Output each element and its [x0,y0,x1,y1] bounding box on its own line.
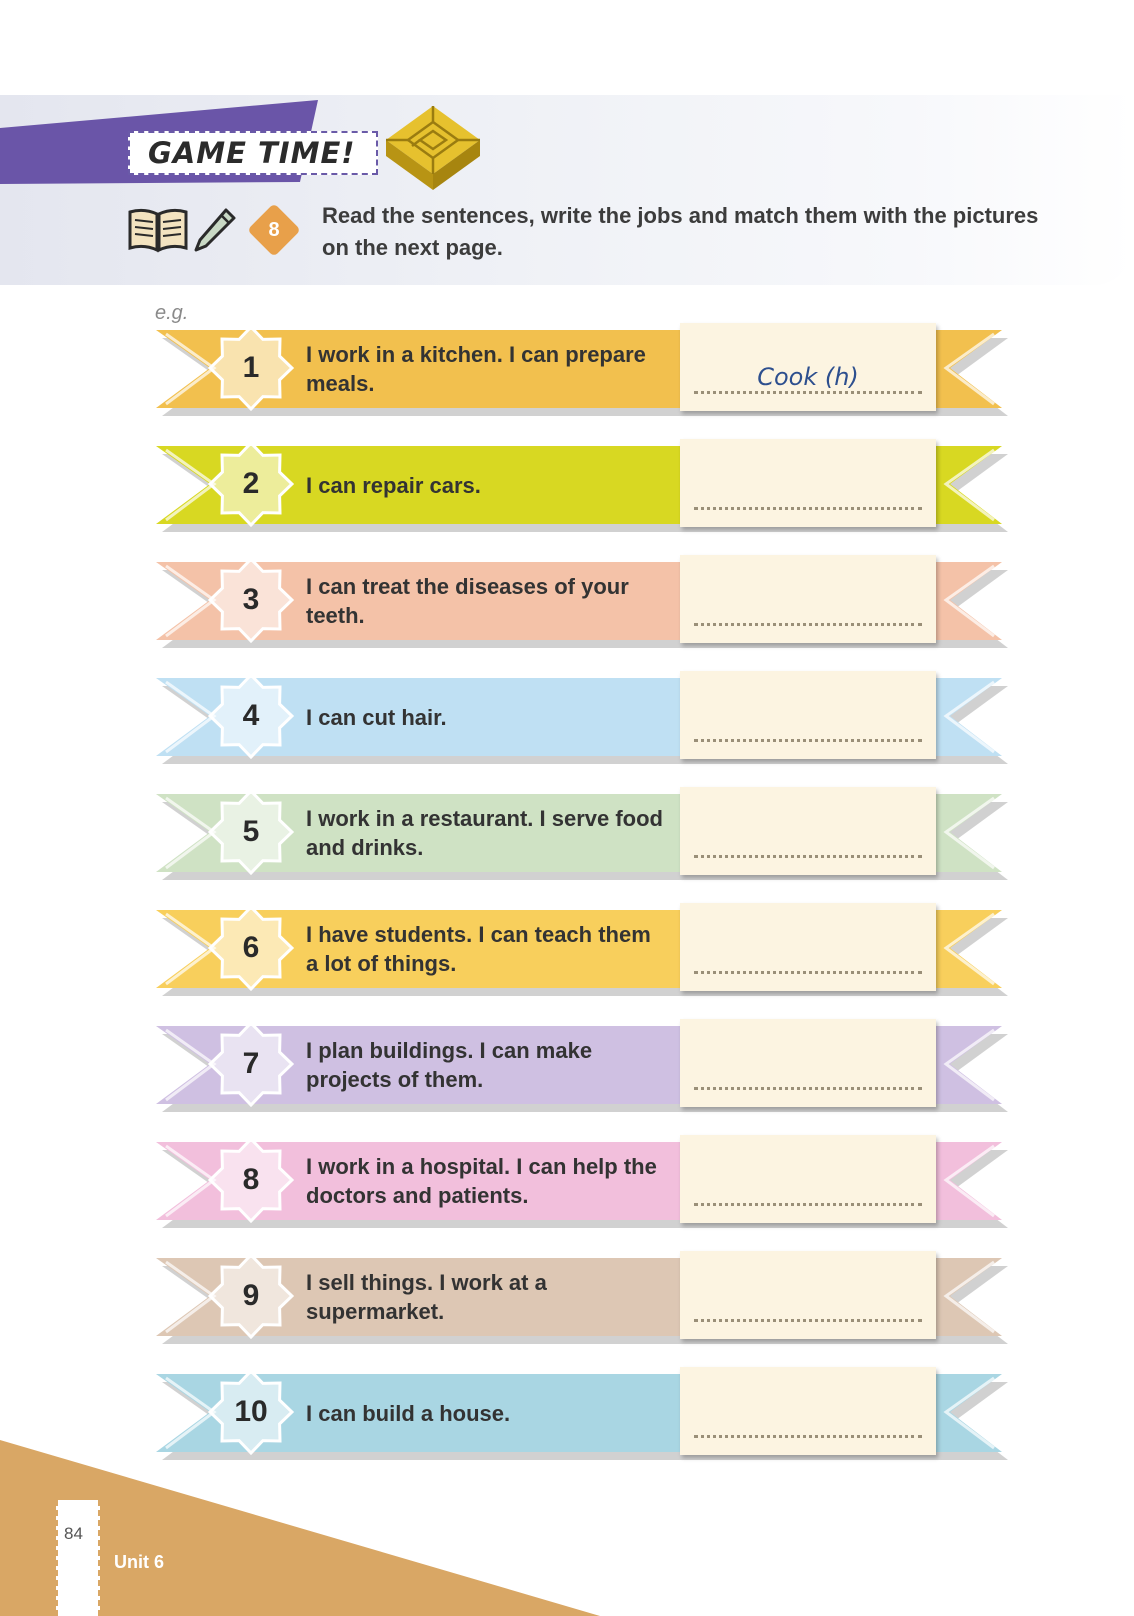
item-number: 9 [242,1279,260,1312]
item-number: 7 [242,1047,260,1080]
pencil-icon [192,206,238,254]
item-sentence: I can cut hair. [306,704,447,730]
item-sentence: I work in a kitchen. I can prepare meals. [306,342,646,396]
ribbon-row [0,784,1134,884]
game-time-label [128,131,378,175]
ribbon-row [0,436,1134,536]
answer-field[interactable] [680,787,936,875]
instruction-text: Read the sentences, write the jobs and match them with the pictures on the next page. [322,203,1039,260]
answer-field[interactable] [680,323,936,411]
item-number: 1 [242,351,260,384]
item-number: 10 [234,1395,268,1428]
item-number: 3 [242,583,260,616]
answer-dotted-line [694,1435,922,1438]
ribbon-row [0,1248,1134,1348]
item-sentence: I sell things. I work at a supermarket. [306,1270,547,1324]
ribbon-row [0,320,1134,420]
answer-field[interactable] [680,1251,936,1339]
answer-dotted-line [694,1087,922,1090]
item-number: 8 [242,1163,260,1196]
ribbon-row [0,900,1134,1000]
answer-dotted-line [694,739,922,742]
answer-dotted-line [694,507,922,510]
maze-icon [382,102,484,194]
item-number: 2 [242,467,260,500]
item-number: 6 [242,931,260,964]
item-sentence: I plan buildings. I can make projects of them. [306,1038,593,1092]
item-number: 4 [242,699,260,732]
book-icon [126,206,190,254]
ribbon-row [0,1132,1134,1232]
page-tab [56,1500,100,1616]
answer-dotted-line [694,971,922,974]
ribbon-row [0,552,1134,652]
answer-dotted-line [694,1319,922,1322]
answer-field[interactable] [680,555,936,643]
answer-text: Cook (h) [757,363,859,391]
footer-band [0,1440,1134,1616]
answer-dotted-line [694,623,922,626]
item-sentence: I work in a hospital. I can help the doctors and patients. [306,1154,657,1208]
item-sentence: I have students. I can teach them a lot of things. [306,922,651,976]
answer-field[interactable] [680,903,936,991]
item-number: 5 [242,815,260,848]
ribbon-row [0,1016,1134,1116]
answer-dotted-line [694,855,922,858]
page-number: 84 [64,1524,83,1543]
answer-field[interactable] [680,671,936,759]
answer-field[interactable] [680,439,936,527]
answer-field[interactable] [680,1135,936,1223]
exercise-number: 8 [268,218,280,241]
answer-dotted-line [694,1203,922,1206]
example-label: e.g. [155,302,189,324]
unit-label: Unit 6 [114,1552,165,1572]
ribbon-row [0,668,1134,768]
item-sentence: I can treat the diseases of your teeth. [306,574,629,628]
item-sentence: I can repair cars. [306,472,481,498]
section-title: GAME TIME! [148,136,356,170]
item-sentence: I can build a house. [306,1400,511,1426]
item-sentence: I work in a restaurant. I serve food and drinks. [306,806,663,860]
answer-field[interactable] [680,1019,936,1107]
answer-dotted-line [694,391,922,394]
